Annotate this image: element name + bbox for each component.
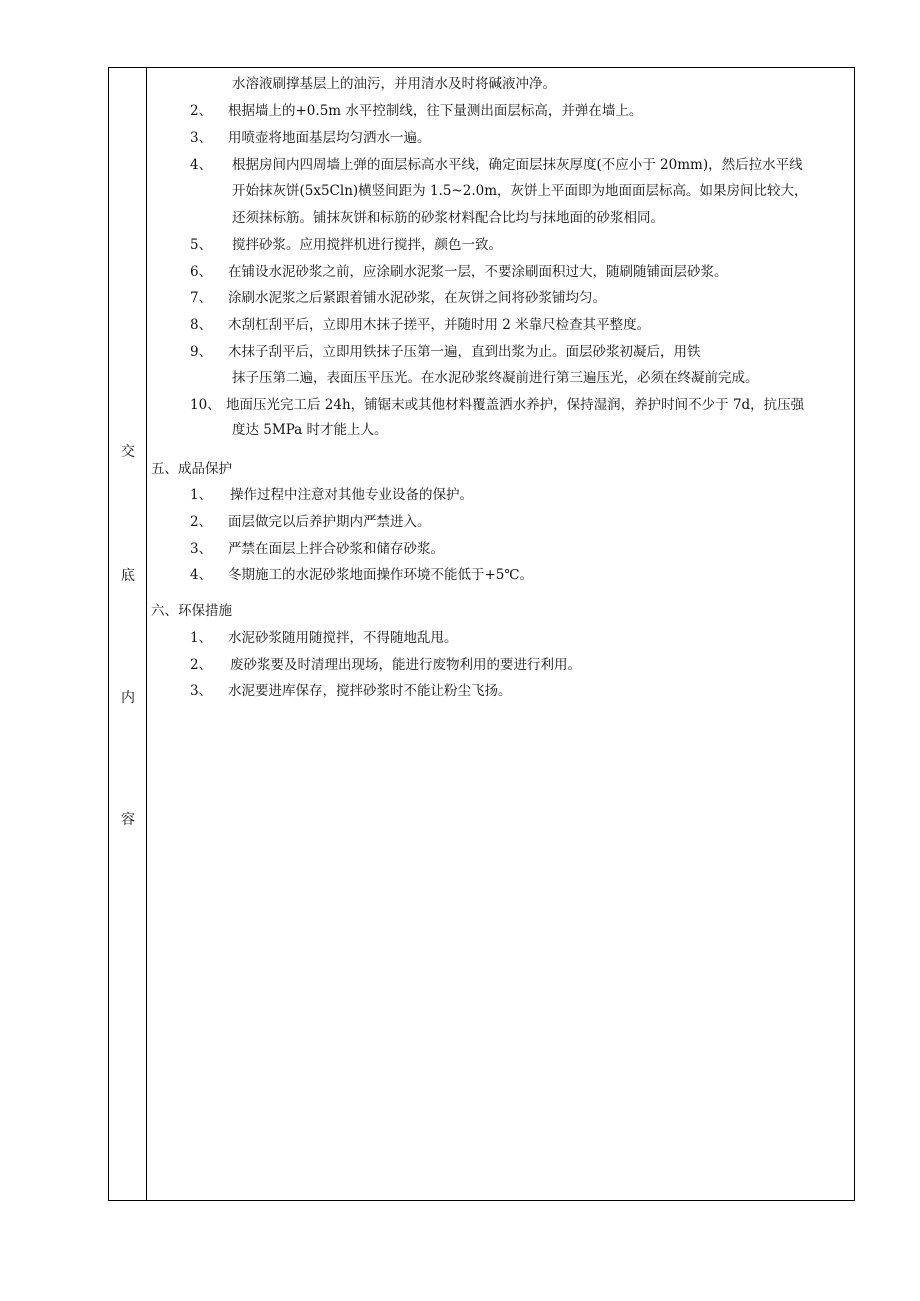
label-char: 内 xyxy=(121,690,135,706)
list-item: 2、 根据墙上的+0.5m 水平控制线，往下量测出面层标高，并弹在墙上。 xyxy=(190,103,643,119)
list-item: 8、 木刮杠刮平后，立即用木抹子搓平，并随时用 2 米靠尺检查其平整度。 xyxy=(190,317,651,333)
list-item: 7、 涂刷水泥浆之后紧跟着铺水泥砂浆，在灰饼之间将砂浆铺均匀。 xyxy=(190,290,606,306)
list-item: 2、 面层做完以后养护期内严禁进入。 xyxy=(190,514,431,530)
content-cell xyxy=(148,68,854,1200)
text-line: 抹子压第二遍，表面压平压光。在水泥砂浆终凝前进行第三遍压光，必须在终凝前完成。 xyxy=(232,370,759,386)
list-item: 6、 在铺设水泥砂浆之前，应涂刷水泥浆一层，不要涂刷面积过大，随刷随铺面层砂浆。 xyxy=(190,264,728,280)
disclosure-table xyxy=(108,67,855,1201)
section-heading: 五、成品保护 xyxy=(151,461,232,477)
list-item: 3、 用喷壶将地面基层均匀洒水一遍。 xyxy=(190,130,431,146)
list-item: 4、 根据房间内四周墙上弹的面层标高水平线，确定面层抹灰厚度(不应小于 20mm)，然后拉水平线 xyxy=(190,157,803,173)
text-line: 水溶液刷撑基层上的油污，并用清水及时将碱液冲净。 xyxy=(232,76,556,92)
text-line: 还须抹标筋。铺抹灰饼和标筋的砂浆材料配合比均与抹地面的砂浆相同。 xyxy=(232,210,664,226)
label-char: 容 xyxy=(121,812,135,828)
label-char: 底 xyxy=(121,568,135,584)
list-item: 3、 严禁在面层上拌合砂浆和储存砂浆。 xyxy=(190,541,444,557)
list-item: 3、 水泥要进库保存，搅拌砂浆时不能让粉尘飞扬。 xyxy=(190,683,512,699)
list-item: 2、 废砂浆要及时清理出现场，能进行废物利用的要进行利用。 xyxy=(190,657,581,673)
list-item: 1、 操作过程中注意对其他专业设备的保护。 xyxy=(190,487,473,503)
label-char: 交 xyxy=(121,444,135,460)
label-column xyxy=(109,68,147,1200)
list-item: 5、 搅拌砂浆。应用搅拌机进行搅拌，颜色一致。 xyxy=(190,237,502,253)
list-item: 9、 木抹子刮平后，立即用铁抹子压第一遍，直到出浆为止。面层砂浆初凝后，用铁 xyxy=(190,344,701,360)
list-item: 10、 地面压光完工后 24h，铺锯末或其他材料覆盖洒水养护，保持湿润，养护时间不少于 7d，抗压强 xyxy=(190,397,805,413)
list-item: 1、 水泥砂浆随用随搅拌，不得随地乱甩。 xyxy=(190,630,458,646)
list-item: 4、 冬期施工的水泥砂浆地面操作环境不能低于+5℃。 xyxy=(190,567,534,583)
section-heading: 六、环保措施 xyxy=(151,603,232,619)
text-line: 度达 5MPa 时才能上人。 xyxy=(232,422,388,438)
text-line: 开始抹灰饼(5x5Cln)横竖间距为 1.5~2.0m，灰饼上平面即为地面面层标高。如果房间比较大， xyxy=(232,183,808,199)
